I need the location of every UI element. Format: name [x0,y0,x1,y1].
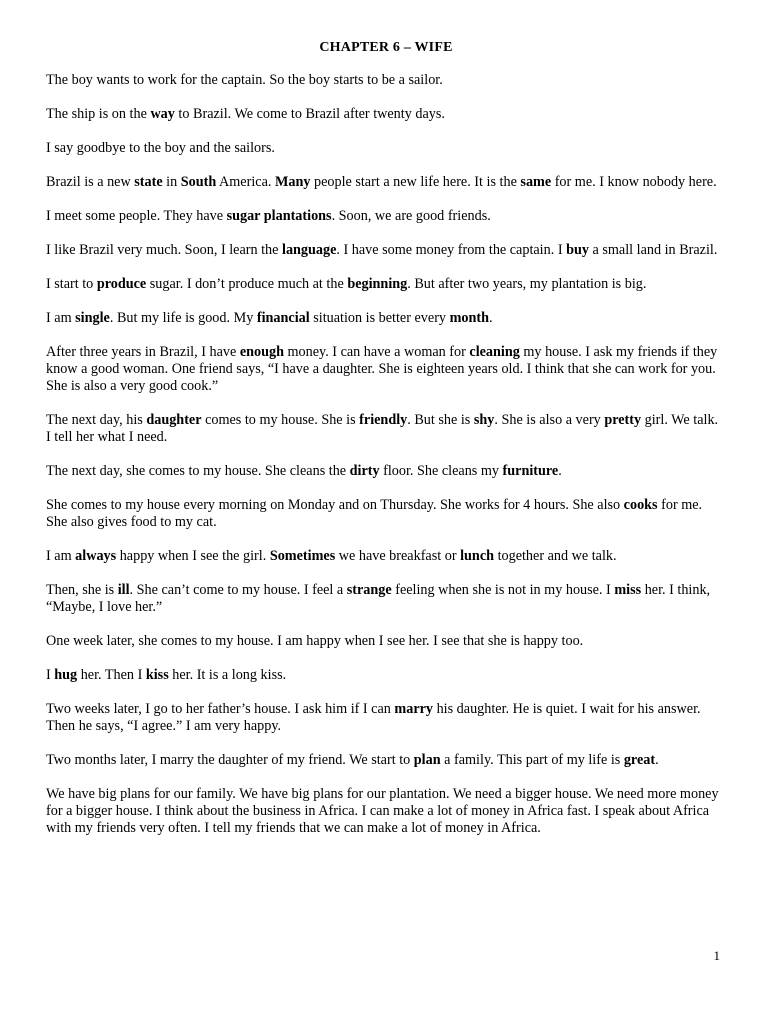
text-run: sugar. I don’t produce much at the [146,276,348,292]
paragraph [46,208,726,225]
text-run: . I have some money from the captain. I [336,242,567,258]
text-run: her. I think, “Maybe, I love her.” [46,582,711,615]
vocabulary-word: daughter [146,412,202,428]
text-run: I [46,667,55,683]
text-run: . [488,310,493,326]
text-run: floor. She cleans my [379,463,503,479]
text-run: in [162,174,181,190]
paragraph [46,463,726,480]
text-run: money. I can have a woman for [283,344,470,360]
vocabulary-word: kiss [145,667,169,683]
paragraph [46,276,726,293]
paragraph [46,140,726,157]
vocabulary-word: state [134,174,163,190]
text-run: we have breakfast or [335,548,461,564]
text-run: happy when I see the girl. [116,548,270,564]
vocabulary-word: produce [96,276,147,292]
paragraph [46,786,726,837]
text-run: . But after two years, my plantation is big. [407,276,647,292]
text-run: . [655,752,659,768]
text-run: Two weeks later, I go to her father’s house. I ask him if I can [46,701,395,717]
vocabulary-word: single [75,310,110,326]
text-run: She comes to my house every morning on Monday and on Thursday. She works for 4 hours. She also [46,497,624,513]
text-run: for me. She also gives food to my cat. [46,497,703,530]
vocabulary-word: cooks [623,497,658,513]
paragraph [46,667,726,684]
paragraph [46,412,726,446]
vocabulary-word: marry [394,701,434,717]
text-run: girl. We talk. I tell her what I need. [46,412,719,445]
text-run: After three years in Brazil, I have [46,344,240,360]
text-run: The boy wants to work for the captain. So the boy starts to be a sailor. [46,72,443,88]
paragraph [46,701,726,735]
text-run: I am [46,310,76,326]
text-run: I meet some people. They have [46,208,227,224]
text-run: feeling when she is not in my house. I [391,582,615,598]
text-run: I like Brazil very much. Soon, I learn the [46,242,282,258]
vocabulary-word: friendly [359,412,408,428]
text-run: my house. I ask my friends if they know a good woman. One friend says, “I have a daughter. She is eighteen years old. I think that she can work for you. She is also a very good cook.” [46,344,718,394]
text-run: The next day, his [46,412,147,428]
text-run: her. Then I [77,667,146,683]
paragraph [46,242,726,259]
vocabulary-word: month [449,310,489,326]
text-run: for me. I know nobody here. [551,174,717,190]
vocabulary-word: sugar plantations [226,208,332,224]
vocabulary-word: beginning [347,276,408,292]
text-run: Brazil is a new [46,174,135,190]
page-number: 1 [713,948,720,963]
document-page [46,40,726,854]
vocabulary-word: strange [346,582,392,598]
vocabulary-word: Many [274,174,311,190]
vocabulary-word: great [623,752,656,768]
text-run: a small land in Brazil. [588,242,718,258]
vocabulary-word: miss [614,582,642,598]
text-run: her. It is a long kiss. [168,667,287,683]
paragraph [46,310,726,327]
text-run: I start to [46,276,97,292]
text-run: The next day, she comes to my house. She cleans the [46,463,350,479]
paragraph [46,344,726,395]
text-run: Then, she is [46,582,118,598]
vocabulary-word: furniture [502,463,559,479]
text-run: . Soon, we are good friends. [331,208,491,224]
vocabulary-word: financial [256,310,310,326]
text-run: One week later, she comes to my house. I am happy when I see her. I see that she is happy too. [46,633,584,649]
document-body [46,72,726,837]
text-run: Two months later, I marry the daughter of my friend. We start to [46,752,414,768]
text-run: I say goodbye to the boy and the sailors. [46,140,275,156]
vocabulary-word: pretty [604,412,642,428]
vocabulary-word: hug [54,667,78,683]
paragraph [46,174,726,191]
vocabulary-word: shy [473,412,495,428]
vocabulary-word: cleaning [469,344,520,360]
text-run: . [558,463,562,479]
vocabulary-word: South [180,174,217,190]
vocabulary-word: language [282,242,337,258]
text-run: to Brazil. We come to Brazil after twenty days. [174,106,445,122]
vocabulary-word: buy [566,242,589,258]
text-run: . But my life is good. My [109,310,257,326]
paragraph [46,752,726,769]
vocabulary-word: ill [117,582,130,598]
vocabulary-word: way [150,106,175,122]
text-run: We have big plans for our family. We have big plans for our plantation. We need a bigger house. We need more money for a bigger house. I think about the business in Africa. I can make a lot of money in Africa fast. I speak about Africa with my friends very often. I tell my friends that we can make a lot of money in Africa. [46,786,719,836]
text-run: situation is better every [309,310,450,326]
text-run: his daughter. He is quiet. I wait for his answer. Then he says, “I agree.” I am very happy. [46,701,701,734]
vocabulary-word: enough [239,344,284,360]
vocabulary-word: dirty [349,463,380,479]
text-run: . She is also a very [494,412,605,428]
text-run: . But she is [407,412,474,428]
chapter-title: CHAPTER 6 – WIFE [319,40,453,55]
text-run: people start a new life here. It is the [310,174,521,190]
vocabulary-word: always [75,548,117,564]
paragraph [46,72,726,89]
vocabulary-word: same [520,174,552,190]
text-run: comes to my house. She is [201,412,360,428]
vocabulary-word: Sometimes [269,548,336,564]
text-run: I am [46,548,76,564]
paragraph [46,548,726,565]
vocabulary-word: plan [413,752,441,768]
paragraph [46,582,726,616]
paragraph [46,633,726,650]
paragraph [46,106,726,123]
text-run: together and we talk. [494,548,617,564]
text-run: The ship is on the [46,106,151,122]
text-run: a family. This part of my life is [440,752,624,768]
text-run: America. [216,174,275,190]
vocabulary-word: lunch [460,548,495,564]
paragraph [46,497,726,531]
text-run: . She can’t come to my house. I feel a [129,582,347,598]
